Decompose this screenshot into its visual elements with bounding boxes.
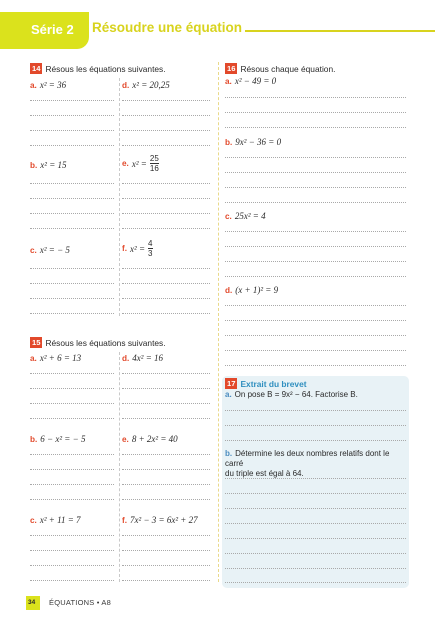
ex14-item-f xyxy=(122,239,153,258)
answer-line[interactable] xyxy=(122,403,210,404)
equation: 25x² = 4 xyxy=(234,211,266,221)
answer-line[interactable] xyxy=(122,484,210,485)
item-label: b. xyxy=(225,137,233,147)
question-text: On pose B = 9x² − 64. Factorise B. xyxy=(234,390,358,399)
answer-line[interactable] xyxy=(122,469,210,470)
ex16-badge: 16 xyxy=(227,64,236,73)
ex14-badge: 14 xyxy=(32,64,41,73)
fraction xyxy=(150,154,159,173)
item-label: b. xyxy=(30,434,38,444)
ex16-header xyxy=(225,63,335,74)
serie-number: 2 xyxy=(66,22,74,37)
answer-line[interactable] xyxy=(30,183,114,184)
answer-line[interactable] xyxy=(30,268,114,269)
item-label: f. xyxy=(122,244,128,253)
ex14-subdivider xyxy=(119,78,120,316)
answer-line[interactable] xyxy=(122,115,210,116)
page-title: Résoudre une équation xyxy=(92,20,243,35)
answer-line[interactable] xyxy=(30,228,114,229)
ex16-instruction: Résous chaque équation. xyxy=(240,63,336,74)
brevet-box xyxy=(222,376,409,588)
equation: 8 + 2x² = 40 xyxy=(131,434,178,444)
answer-line[interactable] xyxy=(225,553,406,554)
answer-line[interactable] xyxy=(122,228,210,229)
answer-line[interactable] xyxy=(122,499,210,500)
answer-line[interactable] xyxy=(225,508,406,509)
ex15-badge: 15 xyxy=(32,338,41,347)
ex14-header xyxy=(30,63,166,74)
answer-line[interactable] xyxy=(30,198,114,199)
answer-line[interactable] xyxy=(122,580,210,581)
item-label: c. xyxy=(30,515,37,525)
answer-line[interactable] xyxy=(122,388,210,389)
equation: 4x² = 16 xyxy=(132,353,164,363)
item-label: f. xyxy=(122,515,128,525)
ex15-item-d xyxy=(122,353,163,363)
footer-chapter: ÉQUATIONS • A8 xyxy=(49,598,111,607)
ex16-item-a xyxy=(225,76,276,86)
ex14-instruction: Résous les équations suivantes. xyxy=(45,63,166,74)
equation: x² = xyxy=(130,243,146,254)
answer-line[interactable] xyxy=(30,580,114,581)
answer-line[interactable] xyxy=(225,538,406,539)
answer-line[interactable] xyxy=(225,320,406,321)
answer-line[interactable] xyxy=(225,350,406,351)
ex15-item-f xyxy=(122,515,198,525)
fraction xyxy=(148,239,152,258)
answer-line[interactable] xyxy=(30,403,114,404)
answer-line[interactable] xyxy=(122,298,210,299)
answer-line[interactable] xyxy=(122,198,210,199)
item-label: c. xyxy=(30,245,37,255)
equation: 6 − x² = − 5 xyxy=(40,434,86,444)
answer-line[interactable] xyxy=(225,187,406,188)
answer-line[interactable] xyxy=(225,127,406,128)
answer-line[interactable] xyxy=(225,97,406,98)
equation: x² = 15 xyxy=(40,160,67,170)
answer-line[interactable] xyxy=(30,388,114,389)
equation: (x + 1)² = 9 xyxy=(235,285,279,295)
ex15-subdivider xyxy=(119,352,120,582)
answer-line[interactable] xyxy=(122,283,210,284)
ex16-item-b xyxy=(225,137,281,147)
item-label: a. xyxy=(30,353,37,363)
answer-line[interactable] xyxy=(122,213,210,214)
equation: x² = 36 xyxy=(39,80,67,90)
answer-line[interactable] xyxy=(122,313,210,314)
item-label: a. xyxy=(225,76,232,86)
equation: x² = xyxy=(131,158,147,169)
answer-line[interactable] xyxy=(30,418,114,419)
answer-line[interactable] xyxy=(225,440,406,441)
column-divider xyxy=(218,62,219,582)
answer-line[interactable] xyxy=(30,454,114,455)
answer-line[interactable] xyxy=(225,276,406,277)
answer-line[interactable] xyxy=(225,493,406,494)
answer-line[interactable] xyxy=(122,550,210,551)
header-rule xyxy=(245,30,435,32)
answer-line[interactable] xyxy=(225,202,406,203)
ex17-item-a xyxy=(225,390,409,400)
item-label: c. xyxy=(225,211,232,221)
denominator: 16 xyxy=(149,164,159,173)
item-label: e. xyxy=(122,434,129,444)
ex14-item-d xyxy=(122,80,170,90)
answer-line[interactable] xyxy=(225,478,406,479)
answer-line[interactable] xyxy=(30,130,114,131)
answer-line[interactable] xyxy=(225,246,406,247)
answer-line[interactable] xyxy=(30,283,114,284)
question-text-line1: Détermine les deux nombres relatifs dont le carré xyxy=(225,449,390,468)
answer-line[interactable] xyxy=(225,568,406,569)
ex16-item-d xyxy=(225,285,278,295)
ex15-header xyxy=(30,337,166,348)
answer-line[interactable] xyxy=(225,112,406,113)
answer-line[interactable] xyxy=(122,145,210,146)
question-text-line2: du triple est égal à 64. xyxy=(225,469,304,478)
answer-line[interactable] xyxy=(225,261,406,262)
answer-line[interactable] xyxy=(30,100,114,101)
answer-line[interactable] xyxy=(30,535,114,536)
answer-line[interactable] xyxy=(122,130,210,131)
answer-line[interactable] xyxy=(225,582,406,583)
answer-line[interactable] xyxy=(225,172,406,173)
ex14-item-b xyxy=(30,160,67,170)
item-label: d. xyxy=(122,353,130,363)
answer-line[interactable] xyxy=(122,373,210,374)
ex17-badge: 17 xyxy=(227,379,236,388)
answer-line[interactable] xyxy=(30,550,114,551)
page-number: 34 xyxy=(28,599,36,606)
answer-line[interactable] xyxy=(30,373,114,374)
equation: x² + 11 = 7 xyxy=(39,515,81,525)
equation: x² − 49 = 0 xyxy=(234,76,277,86)
ex15-item-c xyxy=(30,515,81,525)
answer-line[interactable] xyxy=(225,305,406,306)
equation: x² = 20,25 xyxy=(132,80,170,90)
equation: 9x² − 36 = 0 xyxy=(235,137,282,147)
item-label: d. xyxy=(122,80,130,90)
item-label: b. xyxy=(30,160,38,170)
answer-line[interactable] xyxy=(225,231,406,232)
serie-label xyxy=(31,22,74,37)
ex17-item-b xyxy=(225,449,409,479)
ex15-instruction: Résous les équations suivantes. xyxy=(45,337,166,348)
ex15-item-b xyxy=(30,434,85,444)
answer-line[interactable] xyxy=(122,100,210,101)
ex17-header xyxy=(225,378,307,389)
item-label: d. xyxy=(225,285,233,295)
answer-line[interactable] xyxy=(225,425,406,426)
answer-line[interactable] xyxy=(122,183,210,184)
answer-line[interactable] xyxy=(30,298,114,299)
answer-line[interactable] xyxy=(225,335,406,336)
item-label: b. xyxy=(225,449,233,458)
numerator: 4 xyxy=(148,239,153,248)
answer-line[interactable] xyxy=(122,565,210,566)
ex15-item-e xyxy=(122,434,178,444)
ex17-title: Extrait du brevet xyxy=(240,378,307,389)
numerator: 25 xyxy=(149,154,159,163)
serie-word: Série xyxy=(31,22,63,37)
equation: 7x² − 3 = 6x² + 27 xyxy=(130,515,198,525)
answer-line[interactable] xyxy=(122,535,210,536)
item-label: a. xyxy=(225,390,232,399)
equation: x² = − 5 xyxy=(39,245,70,255)
answer-line[interactable] xyxy=(30,145,114,146)
answer-line[interactable] xyxy=(30,499,114,500)
denominator: 3 xyxy=(148,249,153,258)
answer-line[interactable] xyxy=(225,410,406,411)
answer-line[interactable] xyxy=(30,115,114,116)
ex14-item-e xyxy=(122,154,159,173)
answer-line[interactable] xyxy=(30,565,114,566)
answer-line[interactable] xyxy=(122,454,210,455)
answer-line[interactable] xyxy=(225,523,406,524)
ex14-item-c xyxy=(30,245,70,255)
ex15-item-a xyxy=(30,353,81,363)
ex16-item-c xyxy=(225,211,266,221)
ex14-item-a xyxy=(30,80,66,90)
answer-line[interactable] xyxy=(30,469,114,470)
answer-line[interactable] xyxy=(30,213,114,214)
item-label: a. xyxy=(30,80,37,90)
answer-line[interactable] xyxy=(122,268,210,269)
answer-line[interactable] xyxy=(30,313,114,314)
equation: x² + 6 = 13 xyxy=(39,353,82,363)
answer-line[interactable] xyxy=(30,484,114,485)
answer-line[interactable] xyxy=(122,418,210,419)
item-label: e. xyxy=(122,159,129,168)
answer-line[interactable] xyxy=(225,365,406,366)
answer-line[interactable] xyxy=(225,157,406,158)
